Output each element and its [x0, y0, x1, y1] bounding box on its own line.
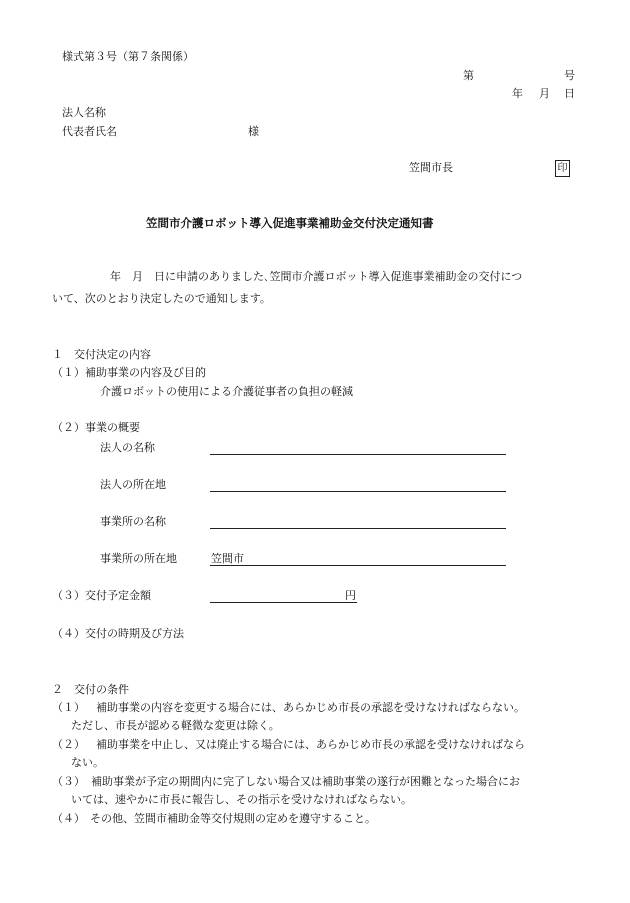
corporation-name-label: 法人名称 [62, 106, 106, 119]
date-year-label: 年 [512, 87, 523, 100]
item2-label: （２）事業の概要 [52, 421, 140, 434]
honorific-sama: 様 [248, 125, 259, 138]
condition-text-line-1: その他、笠間市補助金等交付規則の定めを遵守すること。 [90, 812, 376, 825]
condition-number: （１） [52, 701, 85, 714]
field-label-office-address: 事業所の所在地 [100, 552, 177, 565]
document-title: 笠間市介護ロボット導入促進事業補助金交付決定通知書 [146, 216, 434, 230]
amount-unit: 円 [345, 589, 356, 602]
mayor-label: 笠間市長 [409, 161, 453, 174]
item3-label: （３）交付予定金額 [52, 589, 151, 602]
item1-content: 介護ロボットの使用による介護従事者の負担の軽減 [100, 385, 353, 398]
condition-number: （２） [52, 738, 85, 751]
intro-line-2: いて、次のとおり決定したので通知します。 [52, 292, 271, 305]
amount-underline [210, 602, 357, 603]
section1-heading: １ 交付決定の内容 [52, 348, 151, 361]
item1-label: （１）補助事業の内容及び目的 [52, 366, 206, 379]
condition-text-line-2: ただし、市長が認める軽微な変更は除く。 [71, 719, 280, 732]
date-month-label: 月 [539, 87, 550, 100]
intro-line-1: 年 月 日に申請のありました､笠間市介護ロボット導入促進事業補助金の交付につ [110, 270, 523, 283]
field-underline [210, 528, 506, 529]
item4-label: （４）交付の時期及び方法 [52, 627, 184, 640]
field-underline [210, 454, 506, 455]
condition-text-line-1: 補助事業の内容を変更する場合には、あらかじめ市長の承認を受けなければならない。 [96, 701, 525, 714]
seal-stamp: 印 [555, 160, 570, 177]
condition-text-line-2: いては、速やかに市長に報告し、その指示を受けなければならない。 [71, 793, 412, 806]
form-number-label: 様式第３号（第７条関係） [62, 50, 194, 63]
field-label-corp-name: 法人の名称 [100, 441, 155, 454]
section2-heading: ２ 交付の条件 [52, 683, 129, 696]
field-underline [210, 565, 506, 566]
field-label-office-name: 事業所の名称 [100, 515, 166, 528]
condition-number: （４） [52, 812, 85, 825]
condition-text-line-1: 補助事業が予定の期間内に完了しない場合又は補助事業の遂行が困難となった場合にお [91, 775, 520, 788]
field-underline [210, 491, 506, 492]
date-day-label: 日 [564, 87, 575, 100]
condition-number: （３） [52, 775, 85, 788]
document-number-prefix: 第 [463, 69, 474, 82]
field-label-corp-address: 法人の所在地 [100, 478, 166, 491]
condition-text-line-1: 補助事業を中止し、又は廃止する場合には、あらかじめ市長の承認を受けなければなら [96, 738, 525, 751]
representative-name-label: 代表者氏名 [62, 125, 117, 138]
document-number-suffix: 号 [564, 69, 575, 82]
condition-text-line-2: ない。 [71, 756, 104, 769]
field-value-office-address: 笠間市 [211, 552, 244, 565]
